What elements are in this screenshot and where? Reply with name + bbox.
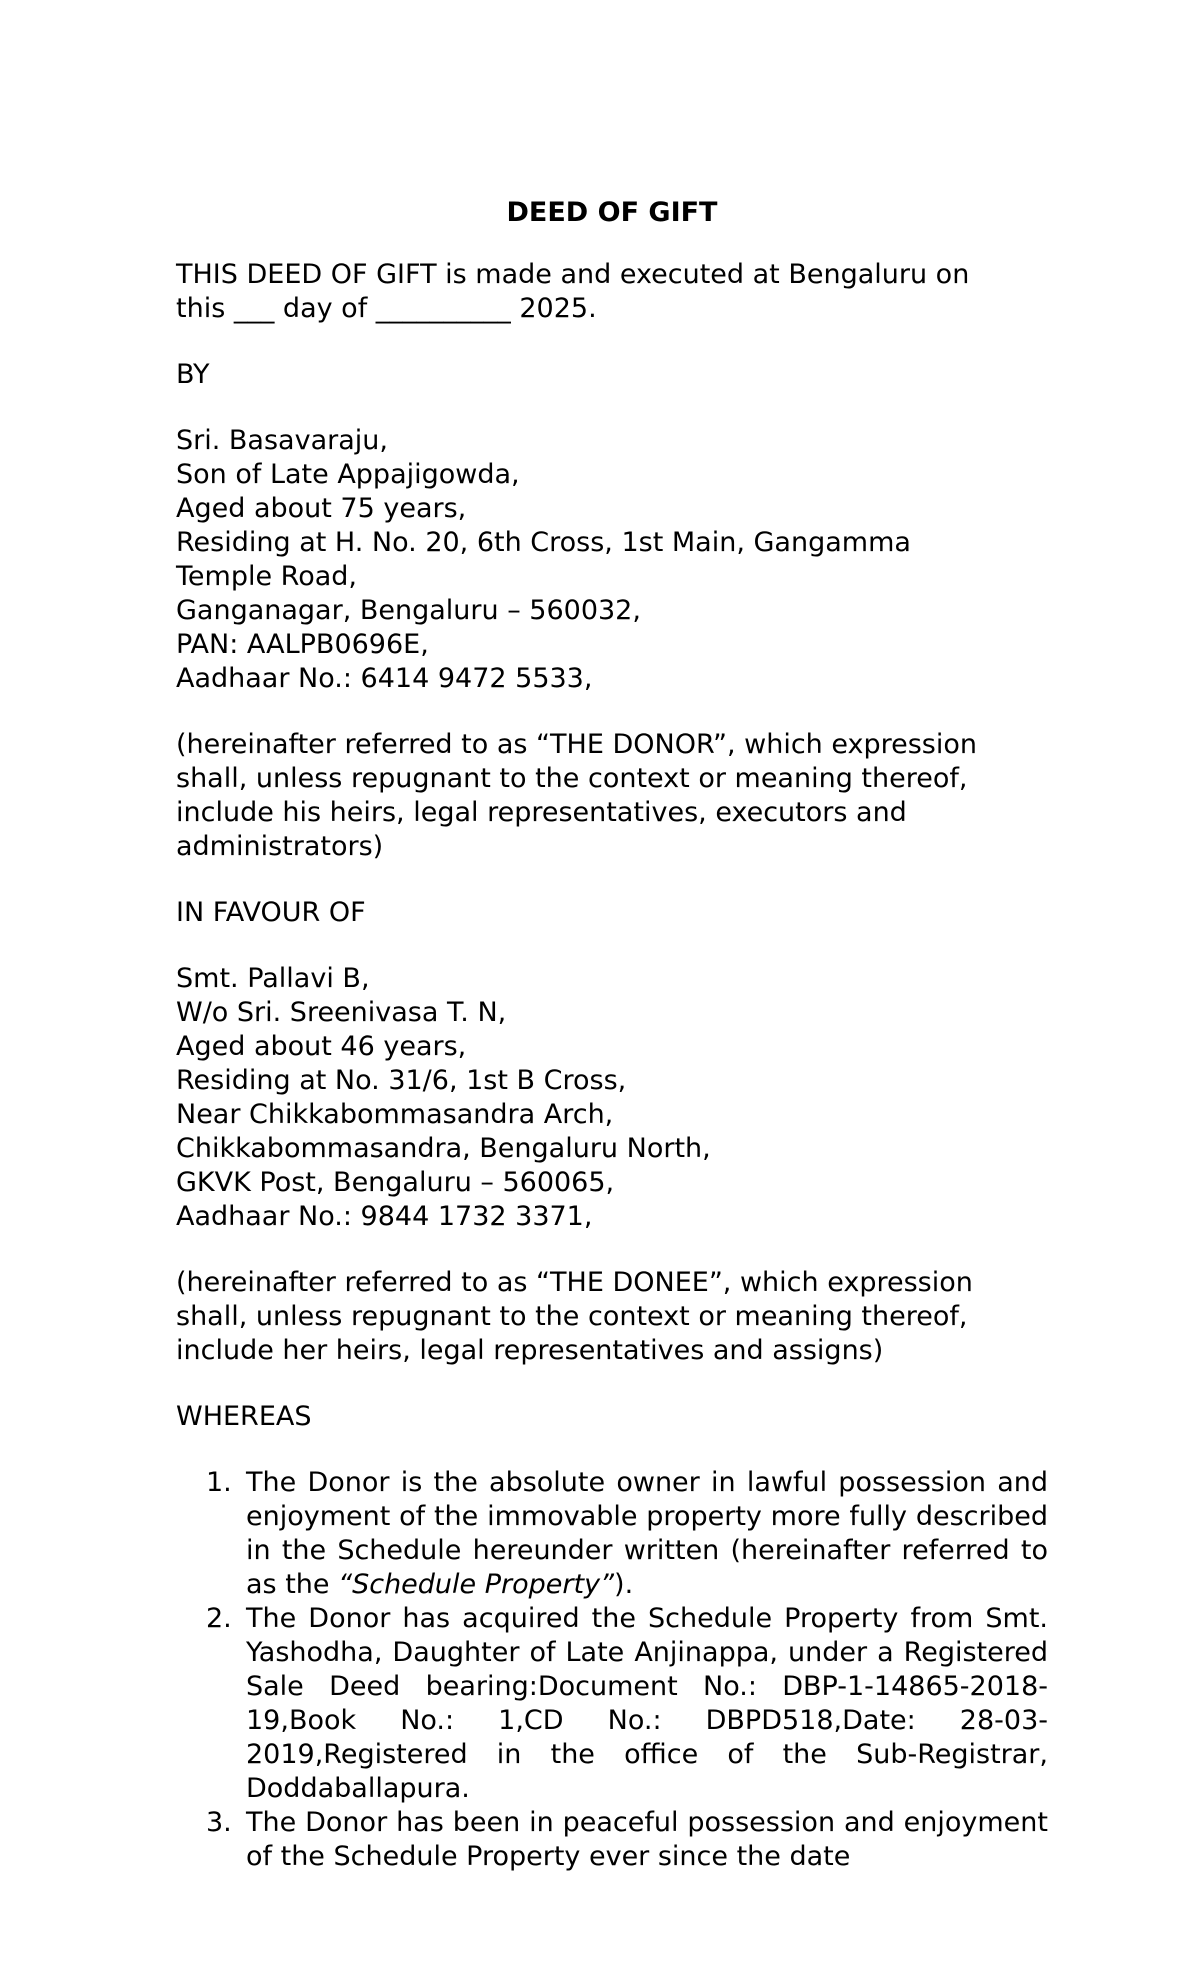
recital-number: 2. bbox=[206, 1603, 232, 1634]
intro-line: this ___ day of __________ 2025. bbox=[176, 293, 597, 324]
donee-line: Residing at No. 31/6, 1st B Cross, bbox=[176, 1065, 627, 1096]
recital-number: 3. bbox=[206, 1807, 232, 1838]
recital-text-end: ). bbox=[614, 1569, 634, 1600]
recital-text bbox=[246, 1467, 1048, 1600]
donor-line: Aged about 75 years, bbox=[176, 493, 467, 524]
recital-item bbox=[176, 1806, 1048, 1874]
donor-definition-line: shall, unless repugnant to the context or meaning thereof, bbox=[176, 763, 968, 794]
donor-line: PAN: AALPB0696E, bbox=[176, 629, 429, 660]
recital-text-main: The Donor is the absolute owner in lawful possession and enjoyment of the immovable property more fully described in the Schedule hereunder written (hereinafter referred to as the bbox=[246, 1467, 1048, 1600]
donor-line: Ganganagar, Bengaluru – 560032, bbox=[176, 595, 641, 626]
donor-definition-line: include his heirs, legal representatives, executors and bbox=[176, 797, 907, 828]
donee-definition-line: include her heirs, legal representatives and assigns) bbox=[176, 1335, 884, 1366]
donee-line: Chikkabommasandra, Bengaluru North, bbox=[176, 1133, 711, 1164]
donee-definition-line: (hereinafter referred to as “THE DONEE”, which expression bbox=[176, 1267, 973, 1298]
recital-item bbox=[176, 1466, 1048, 1602]
donee-line: Aged about 46 years, bbox=[176, 1031, 467, 1062]
recital-number: 1. bbox=[206, 1467, 232, 1498]
donee-details bbox=[176, 962, 1048, 1234]
donor-definition-line: (hereinafter referred to as “THE DONOR”, which expression bbox=[176, 729, 978, 760]
recitals-list bbox=[176, 1466, 1048, 1874]
recital-text: The Donor has acquired the Schedule Property from Smt. Yashodha, Daughter of Late Anjinappa, under a Registered Sale Deed bearing:Document No.: DBP-1-14865-2018-19,Book No.: 1,CD No.: DBPD518,Date: 28-03-2019,Registered in the office of the Sub-Registrar, Doddaballapura. bbox=[246, 1603, 1048, 1804]
donor-details bbox=[176, 424, 1048, 696]
intro-paragraph bbox=[176, 258, 1048, 326]
donor-line: Son of Late Appajigowda, bbox=[176, 459, 520, 490]
donor-definition bbox=[176, 728, 1048, 864]
donee-line: Aadhaar No.: 9844 1732 3371, bbox=[176, 1201, 593, 1232]
recital-text: The Donor has been in peaceful possession and enjoyment of the Schedule Property ever since the date bbox=[246, 1807, 1048, 1872]
whereas-label: WHEREAS bbox=[176, 1401, 312, 1432]
donee-line: Near Chikkabommasandra Arch, bbox=[176, 1099, 614, 1130]
in-favour-label: IN FAVOUR OF bbox=[176, 897, 366, 928]
donor-line: Residing at H. No. 20, 6th Cross, 1st Main, Gangamma bbox=[176, 527, 911, 558]
donor-definition-line: administrators) bbox=[176, 831, 384, 862]
donee-line: GKVK Post, Bengaluru – 560065, bbox=[176, 1167, 615, 1198]
intro-line: THIS DEED OF GIFT is made and executed at Bengaluru on bbox=[176, 259, 970, 290]
by-label: BY bbox=[176, 359, 210, 390]
donee-definition bbox=[176, 1266, 1048, 1368]
donee-line: W/o Sri. Sreenivasa T. N, bbox=[176, 997, 507, 1028]
donor-line: Aadhaar No.: 6414 9472 5533, bbox=[176, 663, 593, 694]
donee-line: Smt. Pallavi B, bbox=[176, 963, 370, 994]
recital-item bbox=[176, 1602, 1048, 1806]
document-title: DEED OF GIFT bbox=[506, 197, 718, 228]
recital-text-italic: “Schedule Property” bbox=[338, 1569, 615, 1600]
donee-definition-line: shall, unless repugnant to the context or meaning thereof, bbox=[176, 1301, 968, 1332]
donor-line: Sri. Basavaraju, bbox=[176, 425, 388, 456]
deed-page bbox=[176, 196, 1048, 1874]
donor-line: Temple Road, bbox=[176, 561, 357, 592]
